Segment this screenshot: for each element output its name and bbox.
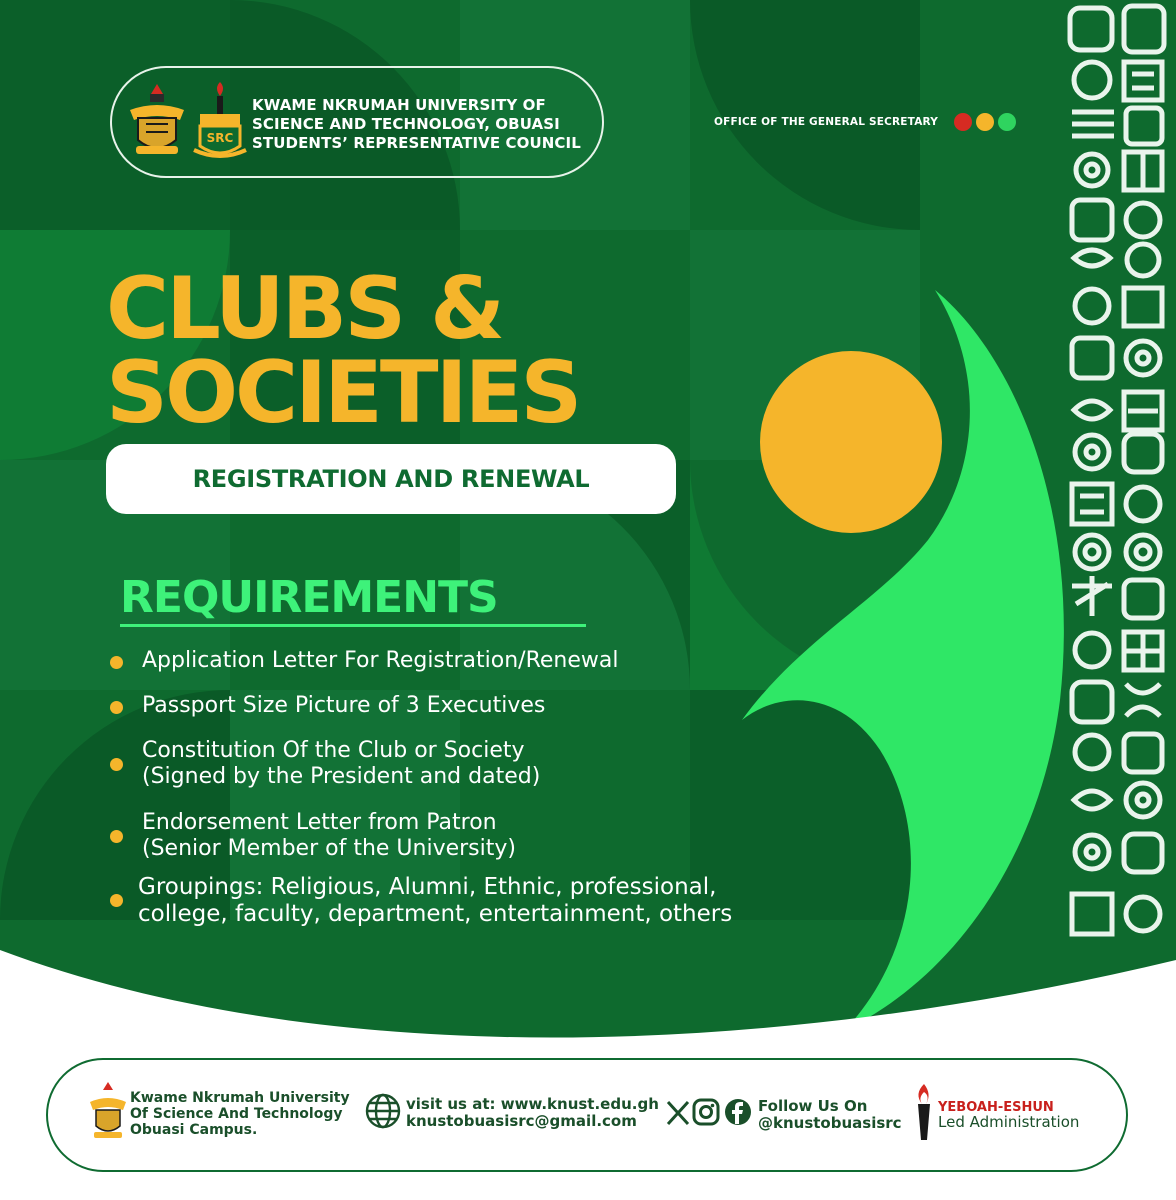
- campus-line-1: Kwame Nkrumah University: [130, 1090, 350, 1106]
- email-link[interactable]: knustobuasisrc@gmail.com: [406, 1112, 637, 1130]
- website-link[interactable]: visit us at: www.knust.edu.gh: [406, 1095, 659, 1113]
- campus-line-3: Obuasi Campus.: [130, 1122, 258, 1138]
- bullet: [110, 701, 123, 714]
- requirement-text-line-2: (Signed by the President and dated): [142, 764, 541, 789]
- visit-info: [406, 1096, 659, 1130]
- facebook-icon[interactable]: [724, 1098, 752, 1126]
- torch-icon: [914, 1082, 934, 1144]
- requirements-heading: REQUIREMENTS: [120, 572, 498, 623]
- requirement-text-line-1: Groupings: Religious, Alumni, Ethnic, professional,: [138, 874, 717, 900]
- social-handle[interactable]: @knustobuasisrc: [758, 1114, 902, 1132]
- follow-info: [758, 1098, 902, 1132]
- src-crest-icon: [192, 80, 248, 164]
- university-name: [252, 96, 581, 153]
- requirement-text-line-2: (Senior Member of the University): [142, 836, 516, 861]
- globe-icon[interactable]: [364, 1092, 402, 1130]
- subtitle: REGISTRATION AND RENEWAL: [192, 465, 590, 493]
- svg-text:SRC: SRC: [206, 131, 234, 145]
- title-line-1: CLUBS &: [106, 259, 503, 359]
- requirement-text-line-1: Constitution Of the Club or Society: [142, 738, 525, 763]
- requirement-text: Passport Size Picture of 3 Executives: [142, 693, 546, 718]
- university-line-3: STUDENTS’ REPRESENTATIVE COUNCIL: [252, 134, 581, 152]
- admin-sub: Led Administration: [938, 1113, 1080, 1131]
- university-line-1: KWAME NKRUMAH UNIVERSITY OF: [252, 96, 546, 114]
- bullet: [110, 656, 123, 669]
- university-crest-icon: [88, 1080, 128, 1146]
- requirement-text: Application Letter For Registration/Renewal: [142, 648, 619, 673]
- red-dot: [954, 113, 972, 131]
- title-line-2: SOCIETIES: [106, 343, 580, 443]
- bullet: [110, 758, 123, 771]
- university-crest-icon: [126, 80, 188, 164]
- office-label: OFFICE OF THE GENERAL SECRETARY: [714, 116, 939, 128]
- campus-name: [130, 1090, 350, 1138]
- university-line-2: SCIENCE AND TECHNOLOGY, OBUASI: [252, 115, 560, 133]
- bullet: [110, 830, 123, 843]
- admin-name: YEBOAH-ESHUN: [938, 1100, 1054, 1115]
- instagram-icon[interactable]: [692, 1098, 720, 1126]
- x-icon[interactable]: [666, 1100, 690, 1126]
- follow-label: Follow Us On: [758, 1097, 868, 1115]
- requirement-text-line-2: college, faculty, department, entertainment, others: [138, 901, 733, 927]
- subtitle-pill: [106, 444, 676, 514]
- campus-line-2: Of Science And Technology: [130, 1106, 343, 1122]
- yellow-dot: [976, 113, 994, 131]
- requirements-underline: [120, 624, 586, 627]
- requirement-text-line-1: Endorsement Letter from Patron: [142, 810, 497, 835]
- green-dot: [998, 113, 1016, 131]
- bullet: [110, 894, 123, 907]
